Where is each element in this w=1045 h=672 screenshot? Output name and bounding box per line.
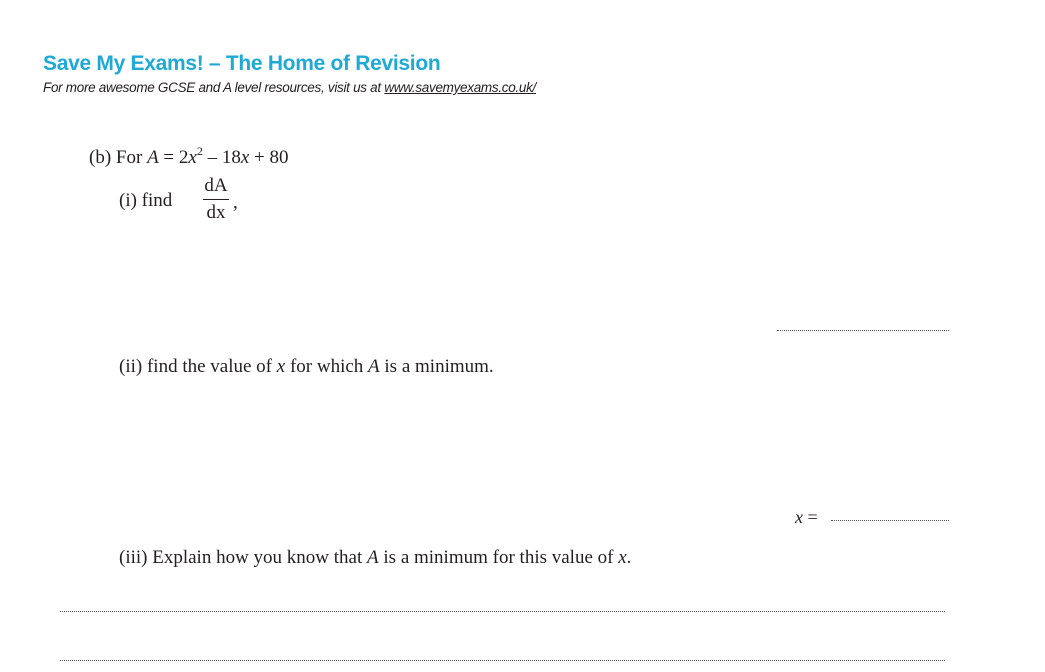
answer-ii-label bbox=[795, 507, 818, 528]
equation-part: = 2 bbox=[158, 147, 189, 168]
part-ii-text: for which bbox=[285, 356, 369, 377]
variable-x: x bbox=[618, 547, 627, 568]
page-subtitle bbox=[43, 80, 536, 95]
part-i-comma: , bbox=[233, 192, 238, 213]
variable-x: x bbox=[188, 147, 197, 168]
variable-x: x bbox=[240, 147, 250, 168]
variable-a: A bbox=[147, 147, 159, 168]
equation-part: – 18 bbox=[202, 147, 241, 168]
equation-part: + 80 bbox=[249, 147, 289, 168]
part-ii-text: (ii) find the value of bbox=[119, 356, 277, 377]
fraction-denominator: dx bbox=[206, 202, 226, 223]
part-i-label: (i) find bbox=[119, 190, 173, 211]
question-b-label: (b) For bbox=[89, 147, 148, 168]
equals-sign: = bbox=[803, 507, 818, 527]
answer-line-i[interactable] bbox=[777, 330, 949, 331]
answer-line-ii[interactable] bbox=[831, 520, 949, 521]
derivative-fraction bbox=[201, 175, 231, 224]
exponent: 2 bbox=[196, 144, 203, 158]
part-iii-text: . bbox=[626, 547, 632, 568]
part-ii bbox=[119, 356, 494, 378]
question-b bbox=[89, 144, 289, 169]
part-iii bbox=[119, 547, 631, 569]
website-link[interactable]: www.savemyexams.co.uk/ bbox=[384, 80, 536, 95]
fraction-bar bbox=[203, 199, 229, 200]
variable-x: x bbox=[795, 507, 803, 527]
variable-a: A bbox=[367, 547, 379, 568]
fraction-numerator: dA bbox=[204, 175, 228, 196]
answer-line-iii-2[interactable] bbox=[60, 660, 945, 661]
variable-x: x bbox=[276, 356, 286, 377]
part-iii-text: is a minimum for this value of bbox=[378, 547, 619, 568]
subtitle-text: For more awesome GCSE and A level resources, visit us at bbox=[43, 80, 385, 95]
part-ii-text: is a minimum. bbox=[379, 356, 494, 377]
variable-a: A bbox=[368, 356, 380, 377]
answer-line-iii-1[interactable] bbox=[60, 611, 945, 612]
part-iii-text: (iii) Explain how you know that bbox=[119, 547, 368, 568]
page-title: Save My Exams! – The Home of Revision bbox=[43, 52, 441, 75]
